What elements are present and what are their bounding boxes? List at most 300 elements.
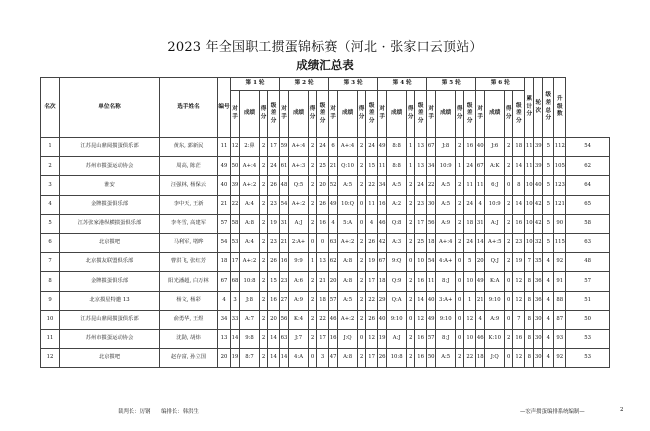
cell-players: 曹洪飞, 张红芳: [160, 253, 218, 272]
cell-points: 1: [456, 157, 464, 176]
cell-score: A:9: [289, 291, 309, 310]
cell-points: 2: [260, 233, 268, 252]
cell-opponent: 47: [329, 349, 338, 368]
cell-points: 2: [456, 176, 464, 195]
table-row: [41, 272, 610, 291]
cell-rank: 12: [41, 349, 60, 368]
table-row: [41, 291, 610, 310]
cell-opponent: 33: [231, 310, 240, 329]
cell-opponent: 22: [231, 195, 240, 214]
header-rounds-count: 轮次: [534, 78, 543, 138]
cell-diff-score: 14: [513, 157, 525, 176]
cell-score: A:7: [240, 310, 260, 329]
cell-points: 2: [260, 329, 268, 348]
cell-diff-score: 18: [464, 214, 476, 233]
cell-rise: 54: [566, 138, 610, 157]
cell-unit: 江苏昆山鼎阅掼蛋俱乐部: [60, 138, 160, 157]
cell-opponent: 56: [427, 214, 436, 233]
cell-points: 2: [260, 195, 268, 214]
cell-diff-score: 23: [415, 195, 427, 214]
sub-header-diff-score: 级差分: [268, 91, 280, 138]
cell-rise: 58: [566, 214, 610, 233]
cell-unit: 江苏张家港纵横掼蛋俱乐部: [60, 214, 160, 233]
cell-points: 2: [358, 272, 366, 291]
cell-points: 0: [505, 291, 513, 310]
cell-score: 2:A+: [289, 233, 309, 252]
sub-header-score: 成绩: [240, 91, 260, 138]
cell-diff-score: 12: [366, 329, 378, 348]
cell-points: 2: [407, 329, 415, 348]
cell-diff-score: 18: [513, 138, 525, 157]
cell-code: 18: [218, 253, 231, 272]
cell-score: 10:8: [240, 272, 260, 291]
cell-diff-score: 11: [366, 195, 378, 214]
cell-code: 11: [218, 138, 231, 157]
cell-score: A+:2: [240, 253, 260, 272]
table-row: [41, 214, 610, 233]
cell-total: 10: [525, 195, 534, 214]
cell-diff-score: 25: [415, 233, 427, 252]
cell-diff-score: 16: [415, 349, 427, 368]
cell-points: 2: [505, 253, 513, 272]
cell-rise: 64: [566, 176, 610, 195]
header-round-1: 第 1 轮: [231, 78, 280, 91]
cell-players: 李中天, 王新: [160, 195, 218, 214]
header-rank: 名次: [41, 78, 60, 138]
cell-total-diff-score: 92: [554, 349, 566, 368]
sub-header-diff-score: 级差分: [415, 91, 427, 138]
cell-points: 2: [505, 138, 513, 157]
cell-players: 周高, 陈茫: [160, 157, 218, 176]
cell-total: 10: [525, 233, 534, 252]
cell-points: 1: [309, 253, 317, 272]
cell-unit: 北京摸星特邀 13: [60, 291, 160, 310]
cell-total-diff: 4: [543, 253, 554, 272]
cell-score: A:5: [436, 349, 456, 368]
cell-points: 2: [309, 195, 317, 214]
cell-points: 0: [309, 233, 317, 252]
table-row: [41, 195, 610, 214]
cell-points: 2: [358, 310, 366, 329]
cell-points: 2: [505, 329, 513, 348]
cell-total: 11: [525, 157, 534, 176]
table-row: [41, 310, 610, 329]
cell-score: A:J: [387, 329, 407, 348]
cell-diff-score: 3: [317, 349, 329, 368]
cell-points: 0: [456, 272, 464, 291]
cell-score: 8:8: [387, 138, 407, 157]
cell-rise: 65: [566, 195, 610, 214]
cell-points: 2: [260, 214, 268, 233]
cell-points: 2: [260, 176, 268, 195]
cell-diff-score: 24: [268, 157, 280, 176]
page-subtitle: 成绩汇总表: [296, 58, 354, 72]
cell-total-diff: 4: [543, 291, 554, 310]
cell-points: 2: [407, 176, 415, 195]
cell-rounds-count: 40: [534, 176, 543, 195]
cell-opponent: 16: [280, 253, 289, 272]
header-code: 编号: [218, 78, 231, 138]
cell-points: 2: [309, 291, 317, 310]
cell-opponent: 14: [280, 349, 289, 368]
cell-score: J:Q: [338, 329, 358, 348]
cell-total-diff-score: 93: [554, 329, 566, 348]
cell-diff-score: 23: [268, 233, 280, 252]
cell-players: 黄东, 郭新民: [160, 138, 218, 157]
page-title: 2023 年全国职工掼蛋锦标赛（河北 · 张家口云顶站）: [167, 40, 483, 55]
cell-rounds-count: 39: [534, 157, 543, 176]
sub-header-opponent: 对手: [427, 91, 436, 138]
cell-rank: 4: [41, 195, 60, 214]
cell-opponent: 18: [378, 272, 387, 291]
cell-points: 2: [407, 272, 415, 291]
cell-rise: 63: [566, 233, 610, 252]
cell-score: A:5: [436, 176, 456, 195]
cell-opponent: 31: [476, 214, 485, 233]
cell-diff-score: 13: [415, 157, 427, 176]
cell-score: Q:5: [289, 176, 309, 195]
cell-score: A:J: [485, 214, 505, 233]
cell-unit: 苏州市掼蛋运动协会: [60, 157, 160, 176]
header-rise: 升级数: [554, 78, 566, 138]
cell-opponent: 54: [280, 195, 289, 214]
cell-diff-score: 22: [366, 291, 378, 310]
cell-score: K:10: [485, 329, 505, 348]
cell-diff-score: 24: [464, 195, 476, 214]
cell-total-diff-score: 87: [554, 310, 566, 329]
cell-score: 5:A: [338, 214, 358, 233]
cell-opponent: 63: [329, 233, 338, 252]
cell-score: A:8: [338, 349, 358, 368]
cell-opponent: 67: [378, 253, 387, 272]
cell-score: A:5: [436, 195, 456, 214]
cell-score: A:J: [289, 214, 309, 233]
cell-opponent: 14: [476, 233, 485, 252]
cell-diff-score: 7: [513, 310, 525, 329]
cell-rise: 51: [566, 291, 610, 310]
cell-players: 马利军, 堵晔: [160, 233, 218, 252]
sub-header-opponent: 对手: [280, 91, 289, 138]
cell-total-diff: 5: [543, 195, 554, 214]
cell-score: 8:8: [387, 157, 407, 176]
cell-opponent: 63: [280, 329, 289, 348]
cell-score: A:5: [338, 176, 358, 195]
cell-score: A+:2: [338, 310, 358, 329]
cell-diff-score: 19: [268, 214, 280, 233]
cell-diff-score: 24: [366, 138, 378, 157]
sub-header-points: 得分: [260, 91, 268, 138]
sub-header-diff-score: 级差分: [464, 91, 476, 138]
cell-players: 赵存富, 孙立国: [160, 349, 218, 368]
cell-points: 2: [407, 291, 415, 310]
sub-header-opponent: 对手: [378, 91, 387, 138]
cell-diff-score: 16: [513, 214, 525, 233]
cell-points: 0: [505, 349, 513, 368]
cell-score: 9:Q: [387, 253, 407, 272]
header-unit: 单位名称: [60, 78, 160, 138]
cell-points: 2: [260, 272, 268, 291]
cell-opponent: 34: [378, 176, 387, 195]
cell-points: 2: [309, 310, 317, 329]
cell-points: 2: [260, 253, 268, 272]
cell-opponent: 54: [427, 253, 436, 272]
cell-total-diff: 4: [543, 310, 554, 329]
cell-unit: 苏州市掼蛋运动协会: [60, 329, 160, 348]
cell-total-diff-score: 115: [554, 233, 566, 252]
sub-header-points: 得分: [309, 91, 317, 138]
cell-total-diff-score: 91: [554, 272, 566, 291]
cell-diff-score: 12: [513, 272, 525, 291]
cell-diff-score: 10: [415, 253, 427, 272]
cell-opponent: 14: [231, 329, 240, 348]
header-round-5: 第 5 轮: [427, 78, 476, 91]
cell-points: 2: [505, 195, 513, 214]
cell-diff-score: 26: [317, 195, 329, 214]
cell-total-diff: 5: [543, 233, 554, 252]
cell-rounds-count: 35: [534, 253, 543, 272]
cell-score: A:8: [240, 214, 260, 233]
cell-diff-score: 17: [415, 214, 427, 233]
cell-diff-score: 22: [366, 176, 378, 195]
cell-diff-score: 17: [366, 272, 378, 291]
cell-rise: 50: [566, 310, 610, 329]
cell-score: K:4: [289, 310, 309, 329]
cell-players: 俞勇华, 王煜: [160, 310, 218, 329]
cell-points: 1: [407, 138, 415, 157]
cell-opponent: 40: [378, 310, 387, 329]
cell-rounds-count: 30: [534, 329, 543, 348]
cell-score: Q:8: [387, 214, 407, 233]
cell-players: 杨文, 杨彩: [160, 291, 218, 310]
cell-diff-score: 12: [464, 310, 476, 329]
cell-code: 4: [218, 291, 231, 310]
sub-header-diff-score: 级差分: [317, 91, 329, 138]
cell-score: A:9: [485, 310, 505, 329]
cell-diff-score: 18: [317, 291, 329, 310]
cell-total: 7: [525, 253, 534, 272]
cell-total: 8: [525, 272, 534, 291]
cell-points: 2: [309, 138, 317, 157]
cell-diff-score: 4: [366, 214, 378, 233]
cell-rank: 3: [41, 176, 60, 195]
cell-diff-score: 20: [268, 310, 280, 329]
header-players: 选手姓名: [160, 78, 218, 138]
cell-points: 0: [456, 310, 464, 329]
cell-points: 2: [407, 349, 415, 368]
cell-opponent: 19: [231, 349, 240, 368]
cell-points: 2: [358, 253, 366, 272]
cell-rank: 7: [41, 253, 60, 272]
footer-system: —宏声掼蛋编排系统编制—: [520, 409, 585, 415]
cell-opponent: 67: [476, 157, 485, 176]
cell-opponent: 59: [280, 138, 289, 157]
cell-diff-score: 24: [415, 176, 427, 195]
cell-diff-score: 21: [317, 272, 329, 291]
cell-score: A:8: [338, 253, 358, 272]
cell-diff-score: 8: [513, 176, 525, 195]
cell-diff-score: 16: [415, 329, 427, 348]
cell-opponent: 31: [280, 214, 289, 233]
cell-unit: 北京掼吧: [60, 349, 160, 368]
cell-total-diff-score: 105: [554, 157, 566, 176]
cell-rounds-count: 36: [534, 272, 543, 291]
cell-unit: 淮安: [60, 176, 160, 195]
cell-opponent: 48: [280, 176, 289, 195]
cell-opponent: 4: [329, 214, 338, 233]
cell-rank: 2: [41, 157, 60, 176]
cell-points: 0: [456, 291, 464, 310]
cell-points: 2: [505, 214, 513, 233]
sub-header-score: 成绩: [436, 91, 456, 138]
header-total-diff: 级差总分: [543, 78, 554, 138]
cell-opponent: 57: [329, 291, 338, 310]
sub-header-score: 成绩: [289, 91, 309, 138]
cell-points: 2: [358, 157, 366, 176]
cell-score: J:Q: [485, 349, 505, 368]
cell-opponent: 18: [427, 233, 436, 252]
cell-opponent: 40: [427, 291, 436, 310]
footer-officials: 裁判长：厉钢 编排长：韩洪生: [118, 409, 199, 415]
cell-points: 2: [260, 349, 268, 368]
cell-rounds-count: 36: [534, 291, 543, 310]
cell-total-diff: 5: [543, 176, 554, 195]
table-row: [41, 253, 610, 272]
cell-diff-score: 19: [513, 253, 525, 272]
cell-rounds-count: 30: [534, 349, 543, 368]
cell-opponent: 50: [427, 349, 436, 368]
sub-header-opponent: 对手: [476, 91, 485, 138]
cell-diff-score: 16: [268, 291, 280, 310]
cell-diff-score: 23: [513, 233, 525, 252]
cell-opponent: 18: [476, 349, 485, 368]
cell-points: 2: [309, 329, 317, 348]
sub-header-points: 得分: [407, 91, 415, 138]
cell-total: 10: [525, 176, 534, 195]
cell-points: 2: [505, 233, 513, 252]
cell-score: 10:Q: [338, 195, 358, 214]
cell-score: 10:8: [387, 349, 407, 368]
cell-score: Q:J: [485, 253, 505, 272]
table-row: [41, 176, 610, 195]
cell-opponent: 16: [329, 329, 338, 348]
table-row: [41, 233, 610, 252]
cell-diff-score: 25: [317, 157, 329, 176]
cell-points: 2: [309, 157, 317, 176]
table-row: [41, 157, 610, 176]
cell-rounds-count: 30: [534, 310, 543, 329]
cell-opponent: 23: [280, 272, 289, 291]
sub-header-points: 得分: [358, 91, 366, 138]
cell-diff-score: 15: [366, 157, 378, 176]
cell-diff-score: 17: [268, 138, 280, 157]
cell-rounds-count: 42: [534, 214, 543, 233]
cell-score: A:3: [387, 233, 407, 252]
cell-opponent: 46: [329, 310, 338, 329]
cell-diff-score: 17: [317, 329, 329, 348]
cell-code: 34: [218, 310, 231, 329]
sub-header-opponent: 对手: [329, 91, 338, 138]
cell-opponent: 57: [427, 329, 436, 348]
cell-opponent: 42: [378, 233, 387, 252]
page-number: 2: [620, 407, 624, 413]
cell-score: A+:5: [485, 233, 505, 252]
cell-opponent: 11: [476, 176, 485, 195]
cell-opponent: 4: [476, 195, 485, 214]
cell-points: 2: [260, 310, 268, 329]
cell-points: 0: [309, 349, 317, 368]
header-round-4: 第 4 轮: [378, 78, 427, 91]
cell-points: 2: [358, 349, 366, 368]
cell-rounds-count: 32: [534, 233, 543, 252]
cell-total-diff-score: 123: [554, 176, 566, 195]
cell-unit: 金牌掼蛋俱乐部: [60, 195, 160, 214]
cell-diff-score: 26: [366, 310, 378, 329]
cell-opponent: 6: [329, 138, 338, 157]
cell-opponent: 39: [231, 176, 240, 195]
cell-points: 2: [309, 272, 317, 291]
cell-score: 4:A+: [436, 253, 456, 272]
cell-score: A:5: [387, 176, 407, 195]
cell-score: 9:10: [485, 291, 505, 310]
cell-opponent: 16: [378, 195, 387, 214]
cell-code: 40: [218, 176, 231, 195]
cell-opponent: 20: [329, 272, 338, 291]
cell-points: 0: [358, 214, 366, 233]
cell-rise: 48: [566, 253, 610, 272]
header-total: 累计分: [525, 78, 534, 138]
header-round-2: 第 2 轮: [280, 78, 329, 91]
cell-points: 2: [358, 176, 366, 195]
cell-opponent: 52: [329, 176, 338, 195]
cell-total: 8: [525, 310, 534, 329]
cell-rank: 1: [41, 138, 60, 157]
cell-rank: 9: [41, 291, 60, 310]
cell-opponent: 21: [329, 157, 338, 176]
table-row: [41, 329, 610, 348]
cell-diff-score: 14: [268, 329, 280, 348]
cell-unit: 江苏昆山鼎阅掼蛋俱乐部: [60, 310, 160, 329]
cell-score: 9:10: [387, 310, 407, 329]
cell-score: 2:鼻: [240, 138, 260, 157]
cell-opponent: 11: [427, 272, 436, 291]
cell-opponent: 40: [476, 138, 485, 157]
cell-opponent: 19: [378, 329, 387, 348]
cell-diff-score: 24: [464, 157, 476, 176]
cell-score: A:6: [289, 272, 309, 291]
cell-diff-score: 1: [464, 291, 476, 310]
cell-opponent: 3: [231, 291, 240, 310]
cell-opponent: 49: [427, 310, 436, 329]
cell-score: 9:8: [240, 329, 260, 348]
cell-points: 2: [407, 195, 415, 214]
cell-score: A+:2: [289, 195, 309, 214]
cell-points: 0: [456, 253, 464, 272]
cell-score: A:5: [338, 291, 358, 310]
cell-points: 2: [456, 195, 464, 214]
cell-opponent: 34: [427, 157, 436, 176]
cell-opponent: 17: [231, 253, 240, 272]
cell-rank: 6: [41, 233, 60, 252]
cell-score: A+:4: [240, 157, 260, 176]
sub-header-score: 成绩: [485, 91, 505, 138]
cell-code: 13: [218, 329, 231, 348]
cell-diff-score: 22: [464, 349, 476, 368]
cell-opponent: 49: [329, 195, 338, 214]
cell-score: A+:4: [338, 138, 358, 157]
cell-code: 20: [218, 349, 231, 368]
cell-score: Q:A: [387, 291, 407, 310]
cell-diff-score: 16: [317, 214, 329, 233]
